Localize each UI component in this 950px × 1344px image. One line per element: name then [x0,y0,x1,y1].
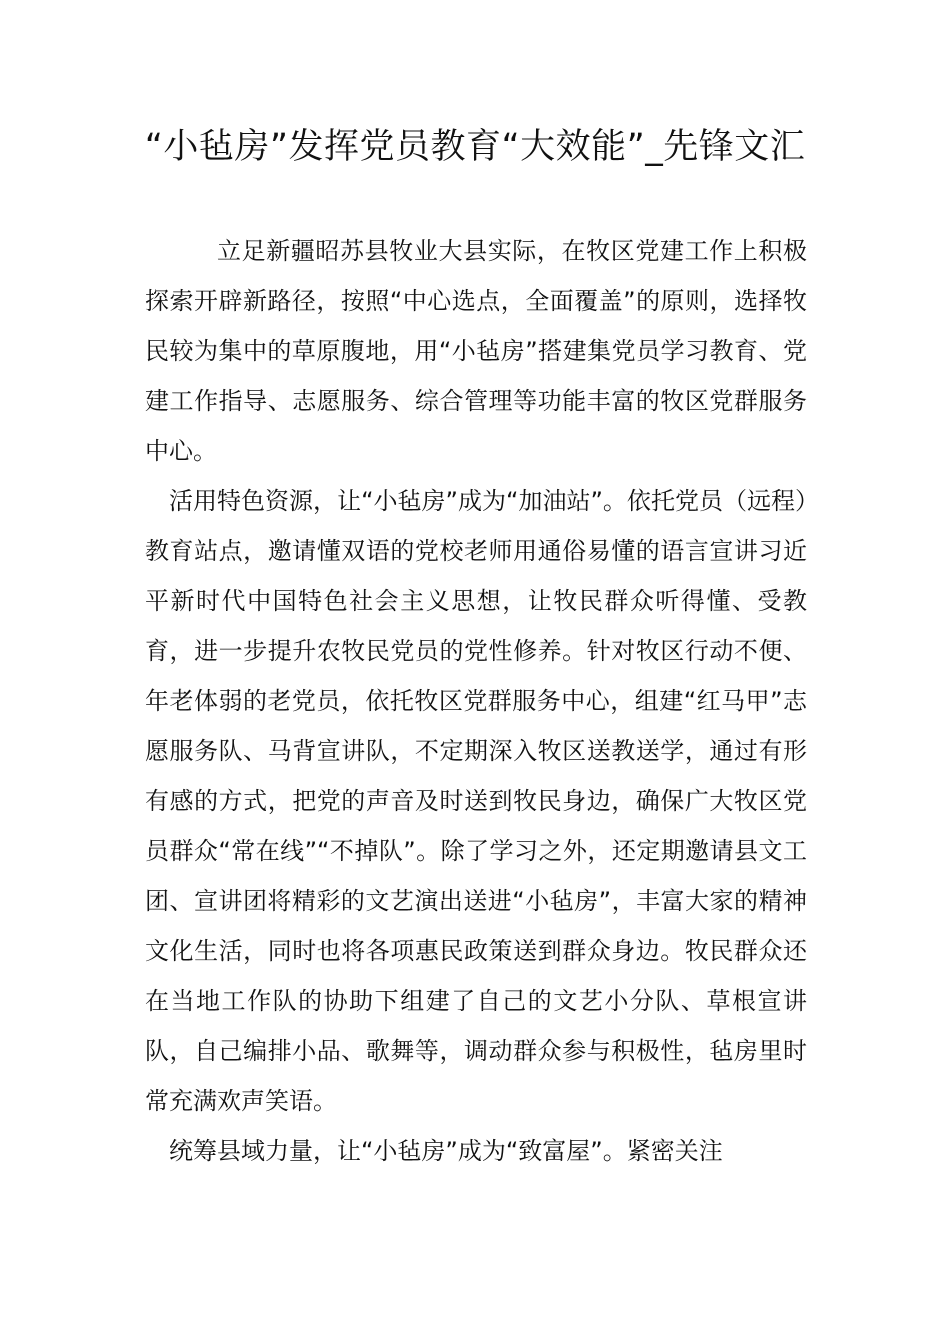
paragraph-intro: 立足新疆昭苏县牧业大县实际，在牧区党建工作上积极探索开辟新路径，按照“中心选点，全面覆盖”的原则，选择牧民较为集中的草原腹地，用“小毡房”搭建集党员学习教育、党建工作指导、志愿服务、综合管理等功能丰富的牧区党群服务中心。 [145,237,807,465]
paragraph-resources: 活用特色资源，让“小毡房”成为“加油站”。依托党员（远程）教育站点，邀请懂双语的党校老师用通俗易懂的语言宣讲习近平新时代中国特色社会主义思想，让牧民群众听得懂、受教育，进一步提升农牧民党员的党性修养。针对牧区行动不便、年老体弱的老党员，依托牧区党群服务中心，组建“红马甲”志愿服务队、马背宣讲队，不定期深入牧区送教送学，通过有形有感的方式，把党的声音及时送到牧民身边，确保广大牧区党员群众“常在线”“不掉队”。除了学习之外，还定期邀请县文工团、宣讲团将精彩的文艺演出送进“小毡房”，丰富大家的精神文化生活，同时也将各项惠民政策送到群众身边。牧民群众还在当地工作队的协助下组建了自己的文艺小分队、草根宣讲队，自己编排小品、歌舞等，调动群众参与积极性，毡房里时常充满欢声笑语。 [145,487,807,1115]
paragraph-county-forces: 统筹县域力量，让“小毡房”成为“致富屋”。紧密关注 [169,1137,723,1165]
document-body [145,226,807,1176]
document-title: “小毡房”发挥党员教育“大效能”_先锋文汇 [144,127,806,167]
